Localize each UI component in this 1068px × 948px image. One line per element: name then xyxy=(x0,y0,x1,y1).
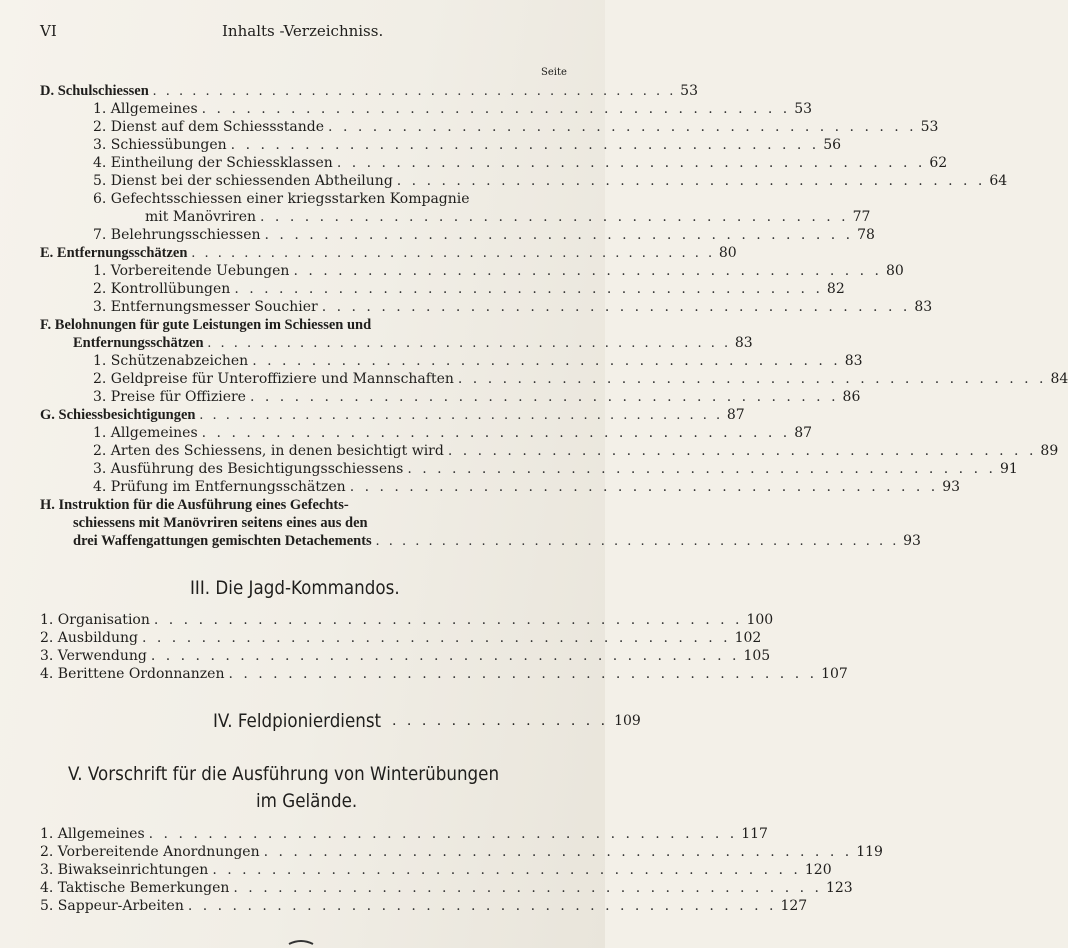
toc-section-entry xyxy=(0,334,753,352)
entry-title: 3. Preise für Offiziere xyxy=(93,389,246,405)
chapter-heading-v-line2: im Gelände. xyxy=(256,790,358,812)
toc-entry xyxy=(0,154,948,172)
chapter-heading-iv: IV. Feldpionierdienst xyxy=(213,710,382,732)
leader-dots: . . . . . . . . . . . . . . . . . . . . . . . . . . . . . . . . . . . . . . . . xyxy=(201,425,791,441)
leader-dots: . . . . . . . . . . . . . . . . . . . . . . . . . . . . . . . . . . . . . . . . xyxy=(263,844,853,860)
page-number: 93 xyxy=(942,479,961,495)
toc-block-sections-d-h xyxy=(0,82,1068,550)
toc-block-chapter-iii xyxy=(0,611,848,683)
entry-title: 2. Kontrollübungen xyxy=(93,281,231,297)
running-head-title: Inhalts -Verzeichniss. xyxy=(222,22,384,40)
page-number: 87 xyxy=(726,407,745,423)
ornament-icon xyxy=(286,936,316,948)
leader-dots: . . . . . . . . . . . . . . . . . . . . . . . . . . . . . . . . . . . . . . . . xyxy=(396,173,986,189)
toc-entry xyxy=(0,647,771,665)
page-number: 87 xyxy=(794,425,813,441)
page-number: 102 xyxy=(734,630,762,646)
entry-title: 3. Biwakseinrichtungen xyxy=(40,862,209,878)
leader-dots: . . . . . . . . . . . . . . . . . . . . . . . . . . . . . . . . . . . . . . . . xyxy=(201,101,791,117)
leader-dots: . . . . . . . . . . . . . . . . . . . . . . . . . . . . . . . . . . . . . . . . xyxy=(349,479,939,495)
toc-entry xyxy=(0,825,768,843)
toc-entry xyxy=(0,460,1018,478)
entry-title: 2. Arten des Schiessens, in denen besichtigt wird xyxy=(93,443,444,459)
page-number: 64 xyxy=(989,173,1008,189)
leader-dots: . . . . . . . . . . . . . . . . . . . . . . . . . . . . . . . . . . . . . . . . xyxy=(233,880,822,896)
toc-entry xyxy=(0,897,808,915)
page-number: 80 xyxy=(718,245,737,261)
leader-dots: . . . . . . . . . . . . . . . . . . . . . . . . . . . . . . . . . . . . . . . . xyxy=(148,826,738,842)
entry-title: 3. Ausführung des Besichtigungsschiessens xyxy=(93,461,404,477)
leader-dots: . . . . . . . . . . . . . . . . . . . . . . . . . . . . . . . . . . . . . . . . xyxy=(336,155,926,171)
entry-title: 5. Sappeur-Arbeiten xyxy=(40,898,184,914)
entry-title: 3. Schiessübungen xyxy=(93,137,227,153)
leader-dots: . . . . . . . . . . . . . . . . . . . . . . . . . . . . . . . . . . . . . . . . xyxy=(153,612,743,628)
entry-title: 1. Schützenabzeichen xyxy=(93,353,249,369)
toc-entry xyxy=(0,226,875,244)
leader-dots: . . . . . . . . . . . . . . . . . . . . . . . . . . . . . . . . . . . . . . . . xyxy=(228,666,818,682)
toc-entry xyxy=(0,298,933,316)
page-number: 91 xyxy=(999,461,1018,477)
entry-title: 4. Prüfung im Entfernungsschätzen xyxy=(93,479,346,495)
entry-title: 1. Allgemeines xyxy=(40,826,145,842)
toc-entry xyxy=(0,442,1059,460)
page-number: 78 xyxy=(857,227,875,243)
toc-entry-line: F. Belohnungen für gute Leistungen im Schiessen und xyxy=(40,317,372,333)
running-head-page-number: VI xyxy=(40,22,57,40)
toc-entry xyxy=(0,352,863,370)
toc-entry-chapter-iv xyxy=(213,710,641,732)
leader-dots: . . . . . . . . . . . . . . . . . . . . . . . . . . . . . . . . . . . . . . . . xyxy=(234,281,823,297)
leader-dots: . . . . . . . . . . . . . . . . . . . . . . . . . . . . . . . . . . . . . . . . xyxy=(150,648,740,664)
leader-dots: . . . . . . . . . . . . . . . . . . . . . . . . . . . . . . . . . . . . . . . . xyxy=(152,83,677,99)
leader-dots: . . . . . . . . . . . . . . . . . . . . . . . . . . . . . . . . . . . . . . . . xyxy=(249,389,839,405)
entry-title: 1. Allgemeines xyxy=(93,425,198,441)
toc-entry xyxy=(0,118,939,136)
leader-dots: . . . . . . . . . . . . . . . xyxy=(392,713,609,729)
toc-entry xyxy=(0,262,904,280)
leader-dots: . . . . . . . . . . . . . . . . . . . . . . . . . . . . . . . . . . . . . . . . xyxy=(199,407,723,423)
toc-section-entry xyxy=(0,532,921,550)
chapter-heading-iii: III. Die Jagd-Kommandos. xyxy=(190,577,400,599)
entry-title: 2. Geldpreise für Unteroffiziere und Mannschaften xyxy=(93,371,454,387)
entry-title: drei Waffengattungen gemischten Detachements xyxy=(73,533,372,549)
entry-title: 4. Taktische Bemerkungen xyxy=(40,880,230,896)
page-number: 117 xyxy=(741,826,768,842)
toc-section-entry xyxy=(0,82,698,100)
page-number: 120 xyxy=(804,862,832,878)
toc-entry xyxy=(0,100,813,118)
toc-entry-line: H. Instruktion für die Ausführung eines Gefechts- xyxy=(40,497,349,513)
page-number: 53 xyxy=(920,119,939,135)
seite-column-label: Seite xyxy=(541,67,567,78)
toc-entry xyxy=(0,136,842,154)
page-number: 77 xyxy=(852,209,871,225)
entry-title: 3. Verwendung xyxy=(40,648,147,664)
page-number: 80 xyxy=(886,263,904,279)
entry-title: D. Schulschiessen xyxy=(40,83,149,99)
leader-dots: . . . . . . . . . . . . . . . . . . . . . . . . . . . . . . . . . . . . . . . . xyxy=(264,227,854,243)
toc-section-entry xyxy=(0,406,745,424)
toc-entry xyxy=(0,629,762,647)
toc-entry xyxy=(0,208,871,226)
page-number: 107 xyxy=(821,666,848,682)
leader-dots: . . . . . . . . . . . . . . . . . . . . . . . . . . . . . . . . . . . . . . . . xyxy=(375,533,900,549)
toc-entry xyxy=(0,611,774,629)
entry-title: 7. Belehrungsschiessen xyxy=(93,227,261,243)
toc-entry xyxy=(0,424,813,442)
toc-entry-line: 6. Gefechtsschiessen einer kriegsstarken Kompagnie xyxy=(93,191,470,207)
page-number: 83 xyxy=(914,299,933,315)
page-number: 105 xyxy=(743,648,771,664)
page-number: 93 xyxy=(903,533,921,549)
leader-dots: . . . . . . . . . . . . . . . . . . . . . . . . . . . . . . . . . . . . . . . . xyxy=(187,898,777,914)
leader-dots: . . . . . . . . . . . . . . . . . . . . . . . . . . . . . . . . . . . . . . . . xyxy=(457,371,1047,387)
leader-dots: . . . . . . . . . . . . . . . . . . . . . . . . . . . . . . . . . . . . . . . . xyxy=(321,299,911,315)
page-number: 86 xyxy=(842,389,861,405)
leader-dots: . . . . . . . . . . . . . . . . . . . . . . . . . . . . . . . . . . . . . . . . xyxy=(407,461,996,477)
toc-entry xyxy=(0,280,845,298)
toc-entry xyxy=(0,388,861,406)
page-number: 62 xyxy=(929,155,948,171)
toc-block-chapter-v xyxy=(0,825,883,915)
toc-entry xyxy=(0,172,1008,190)
toc-entry-line: schiessens mit Manövriren seitens eines aus den xyxy=(73,515,368,531)
entry-title: 1. Allgemeines xyxy=(93,101,198,117)
leader-dots: . . . . . . . . . . . . . . . . . . . . . . . . . . . . . . . . . . . . . . . . xyxy=(293,263,883,279)
toc-entry xyxy=(0,370,1068,388)
leader-dots: . . . . . . . . . . . . . . . . . . . . . . . . . . . . . . . . . . . . . . . . xyxy=(252,353,841,369)
leader-dots: . . . . . . . . . . . . . . . . . . . . . . . . . . . . . . . . . . . . . . . . xyxy=(230,137,820,153)
entry-title: 2. Vorbereitende Anordnungen xyxy=(40,844,260,860)
page-number: 123 xyxy=(825,880,853,896)
entry-title: 2. Ausbildung xyxy=(40,630,138,646)
toc-section-entry xyxy=(0,244,737,262)
entry-title: 1. Vorbereitende Uebungen xyxy=(93,263,290,279)
entry-title: 1. Organisation xyxy=(40,612,150,628)
toc-entry xyxy=(0,478,961,496)
leader-dots: . . . . . . . . . . . . . . . . . . . . . . . . . . . . . . . . . . . . . . . . xyxy=(207,335,731,351)
toc-entry xyxy=(0,879,853,897)
page-number: 56 xyxy=(823,137,842,153)
chapter-heading-v-line1: V. Vorschrift für die Ausführung von Winterübungen xyxy=(68,763,500,785)
entry-title: G. Schiessbesichtigungen xyxy=(40,407,196,423)
entry-title: 5. Dienst bei der schiessenden Abtheilung xyxy=(93,173,393,189)
entry-title: mit Manövriren xyxy=(145,209,257,225)
page-number: 109 xyxy=(614,713,641,729)
toc-entry xyxy=(0,861,832,879)
page-number: 84 xyxy=(1050,371,1068,387)
entry-title: Entfernungsschätzen xyxy=(73,335,204,351)
page-number: 82 xyxy=(826,281,845,297)
leader-dots: . . . . . . . . . . . . . . . . . . . . . . . . . . . . . . . . . . . . . . . . xyxy=(328,119,917,135)
entry-title: 3. Entfernungsmesser Souchier xyxy=(93,299,318,315)
page-number: 83 xyxy=(844,353,863,369)
leader-dots: . . . . . . . . . . . . . . . . . . . . . . . . . . . . . . . . . . . . . . . . xyxy=(260,209,849,225)
entry-title: 2. Dienst auf dem Schiessstande xyxy=(93,119,325,135)
leader-dots: . . . . . . . . . . . . . . . . . . . . . . . . . . . . . . . . . . . . . . . . xyxy=(212,862,801,878)
page-number: 53 xyxy=(680,83,698,99)
page-number: 119 xyxy=(856,844,883,860)
leader-dots: . . . . . . . . . . . . . . . . . . . . . . . . . . . . . . . . . . . . . . . . xyxy=(447,443,1037,459)
entry-title: 4. Berittene Ordonnanzen xyxy=(40,666,225,682)
page-number: 127 xyxy=(780,898,808,914)
page-number: 83 xyxy=(734,335,753,351)
entry-title: E. Entfernungsschätzen xyxy=(40,245,188,261)
page-number: 100 xyxy=(746,612,774,628)
leader-dots: . . . . . . . . . . . . . . . . . . . . . . . . . . . . . . . . . . . . . . . . xyxy=(142,630,731,646)
entry-title: 4. Eintheilung der Schiessklassen xyxy=(93,155,333,171)
toc-entry xyxy=(0,665,848,683)
page-number: 53 xyxy=(794,101,813,117)
toc-entry xyxy=(0,843,883,861)
page-number: 89 xyxy=(1040,443,1059,459)
leader-dots: . . . . . . . . . . . . . . . . . . . . . . . . . . . . . . . . . . . . . . . . xyxy=(191,245,715,261)
